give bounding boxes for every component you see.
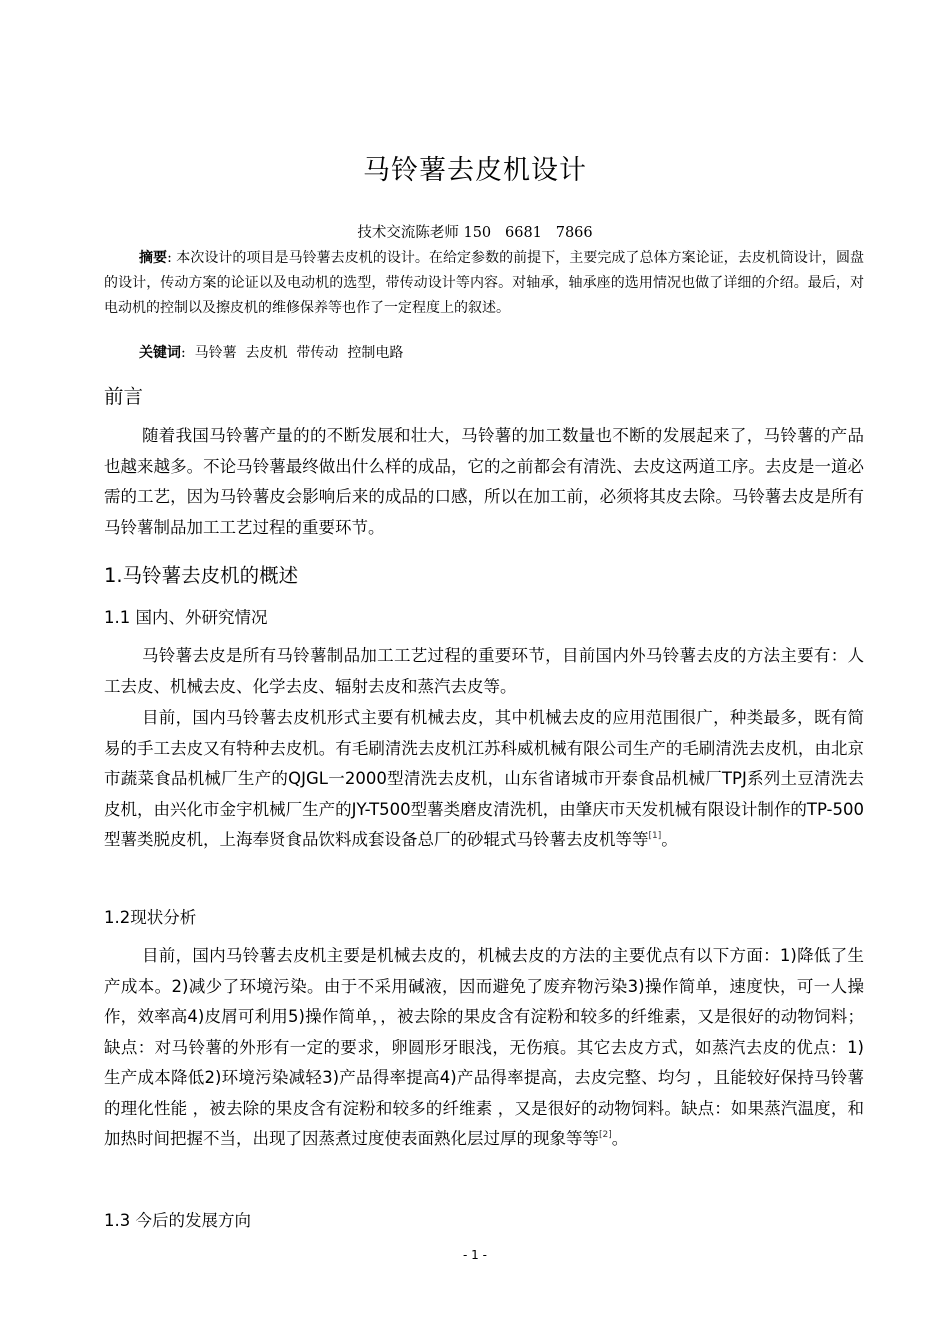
section-1-heading: 1.马铃薯去皮机的概述 — [104, 564, 299, 587]
paragraph-text: 目前，国内马铃薯去皮机主要是机械去皮的，机械去皮的方法的主要优点有以下方面：1)降低了生产成本。2)减少了环境污染。由于不采用碱液，因而避免了废弃物污染3)操作简单，速度快，可一人操作，效率高4)皮屑可利用5)操作简单，，被去除的果皮含有淀粉和较多的纤维素，又是很好的动物饲料；缺点：对马铃薯的外形有一定的要求，卵圆形牙眼浅，无伤痕。其它去皮方式，如蒸汽去皮的优点：1) 生产成本降低2)环境污染减轻3)产品得率提高4)产品得率提高，去皮完整、均匀 ，且能较好保持马铃薯的理化性能 ，被去除的果皮含有淀粉和较多的纤维素 ，又是很好的动物饲料。缺点：如果蒸汽温度，和加热时间把握不当，出现了因蒸煮过度使表面熟化层过厚的现象等等 — [104, 946, 864, 1148]
keywords — [139, 342, 403, 364]
section-1-3-heading: 1.3 今后的发展方向 — [104, 1211, 251, 1230]
section-1-1-paragraph-2 — [104, 703, 864, 856]
page-number: - 1 - — [463, 1248, 487, 1262]
citation-ref: [2] — [599, 1130, 612, 1140]
contact-line: 技术交流陈老师 150 6681 7866 — [357, 225, 593, 241]
paragraph-end: 。 — [661, 830, 678, 849]
citation-ref: [1] — [648, 831, 662, 841]
section-1-1-heading: 1.1 国内、外研究情况 — [104, 608, 268, 627]
keywords-text: : 马铃薯 去皮机 带传动 控制电路 — [181, 345, 404, 361]
section-1-2-paragraph-1 — [104, 941, 864, 1155]
paragraph-text: 目前，国内马铃薯去皮机形式主要有机械去皮，其中机械去皮的应用范围很广，种类最多，既有简易的手工去皮又有特种去皮机。有毛刷清洗去皮机江苏科威机械有限公司生产的毛刷清洗去皮机，由北京市蔬菜食品机械厂生产的QJGL一2000型清洗去皮机，山东省诸城市开泰食品机械厂TPJ系列土豆清洗去皮机，由兴化市金宇机械厂生产的JY-T500型薯类磨皮清洗机，由肇庆市天发机械有限设计制作的TP-500型薯类脱皮机，上海奉贤食品饮料成套设备总厂的砂辊式马铃薯去皮机等等 — [104, 708, 864, 849]
preface-paragraph: 随着我国马铃薯产量的的不断发展和壮大，马铃薯的加工数量也不断的发展起来了，马铃薯的产品也越来越多。不论马铃薯最终做出什么样的成品，它的之前都会有清洗、去皮这两道工序。去皮是一道必需的工艺，因为马铃薯皮会影响后来的成品的口感，所以在加工前，必须将其皮去除。马铃薯去皮是所有马铃薯制品加工工艺过程的重要环节。 — [104, 426, 864, 537]
keywords-label: 关键词 — [139, 345, 181, 361]
section-1-1-paragraph-1: 马铃薯去皮是所有马铃薯制品加工工艺过程的重要环节，目前国内外马铃薯去皮的方法主要有：人工去皮、机械去皮、化学去皮、辐射去皮和蒸汽去皮等。 — [104, 646, 864, 696]
preface-heading: 前言 — [104, 385, 144, 408]
paragraph-end: 。 — [611, 1129, 629, 1148]
page-title: 马铃薯去皮机设计 — [363, 155, 587, 186]
abstract — [104, 246, 864, 321]
section-1-2-heading: 1.2现状分析 — [104, 908, 197, 927]
abstract-text: : 本次设计的项目是马铃薯去皮机的设计。在给定参数的前提下，主要完成了总体方案论证，去皮机筒设计，圆盘的设计，传动方案的论证以及电动机的选型，带传动设计等内容。对轴承，轴承座的选用情况也做了详细的介绍。最后，对电动机的控制以及擦皮机的维修保养等也作了一定程度上的叙述。 — [104, 250, 864, 316]
abstract-label: 摘要 — [139, 250, 168, 266]
